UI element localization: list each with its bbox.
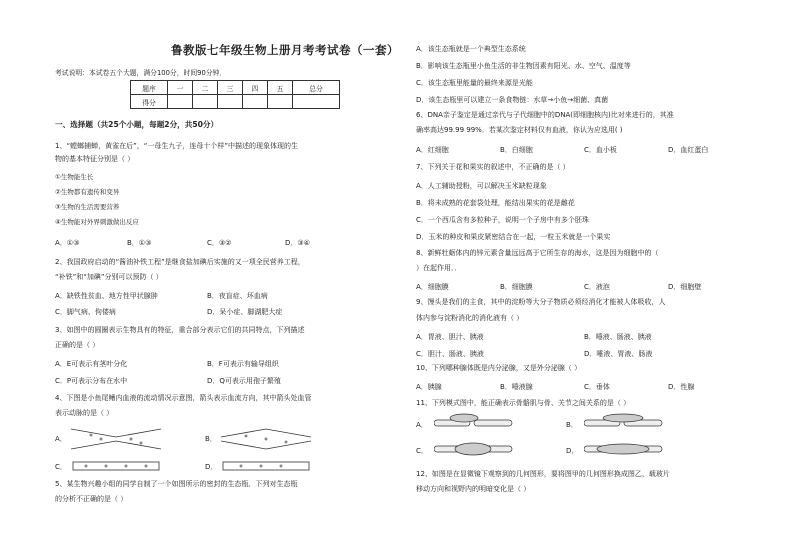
q1-statement: ②生物都有遗传和变异 <box>55 188 120 196</box>
q8-option-d: D．细胞壁 <box>668 283 702 291</box>
q10-option-d: D．性腺 <box>668 383 695 391</box>
q6-option-b: B．白细胞 <box>500 146 533 154</box>
q1-text: 1、“螳螂捕蝉，黄雀在后”，“一母生九子，连母十个样”中描述的现象体现的生 <box>55 142 298 150</box>
q10-option-b: B．唾液腺 <box>500 383 533 391</box>
q11-label-d: D． <box>566 447 579 455</box>
q5-option-b: B．影响该生态瓶里小鱼生活的非生物因素有阳光、水、空气、温度等 <box>416 62 631 70</box>
score-header-cell: 一 <box>168 81 193 95</box>
score-cell <box>193 95 218 109</box>
score-cell <box>218 95 243 109</box>
q3-text: 3、如图中的圆圈表示生物具有的特征，重合部分表示它们的共同特点，下列描述 <box>55 326 305 334</box>
q5-option-d: D．该生态瓶里可以建立一条食物链：水草→小鱼→细菌、真菌 <box>416 96 609 104</box>
q2-option-a: A．缺铁性贫血、地方性甲状腺肿 <box>55 292 158 300</box>
score-cell <box>268 95 293 109</box>
q3-option-d: D．Q可表示用孢子繁殖 <box>207 377 281 385</box>
exam-title: 鲁教版七年级生物上册月考考试卷（一套） <box>171 43 399 57</box>
q6-text: 确率高达99.99 99%．若某次鉴定材料仅有血液，你认为应选用( ) <box>416 126 623 134</box>
q8-option-c: C．液泡 <box>584 283 610 291</box>
q12-text: 12、如图是在显微镜下观察到的几何图形，要将图甲的几何图形换成图乙，载玻片 <box>416 470 670 478</box>
q4-vessel-b-figure <box>221 427 311 451</box>
q10-option-a: A．胰腺 <box>416 383 442 391</box>
q6-option-c: C．血小板 <box>584 146 617 154</box>
q10-option-c: C．垂体 <box>584 383 610 391</box>
q11-label-c: C． <box>416 447 428 455</box>
score-header-cell: 总分 <box>293 81 340 95</box>
q1-option-b: B．①③ <box>127 239 152 247</box>
q7-option-b: B．将未成熟的花套袋处理，能结出果实的花是雌花 <box>416 199 575 207</box>
q7-option-d: D．玉米的种皮和果皮紧密结合在一起，一粒玉米就是一个果实 <box>416 233 611 241</box>
score-table-row <box>131 95 340 109</box>
q11-muscle-d-figure <box>584 439 664 459</box>
q7-option-c: C．一个西瓜含有多粒种子，说明一个子房中有多个胚珠 <box>416 216 589 224</box>
q1-option-a: A．①③ <box>55 239 80 247</box>
q8-option-a: A．细胞膜 <box>416 283 449 291</box>
q12-text: 移动方向和视野内的明暗变化是（ ） <box>416 485 531 493</box>
q1-text: 物的基本特征分别是（ ） <box>55 155 135 163</box>
q9-text: 体内参与淀粉消化的消化液有（ ） <box>416 314 524 322</box>
q2-text: 2、我国政府启动的“酱油补铁工程”是继食盐加碘后实施的又一项全民营养工程， <box>55 258 305 266</box>
q6-option-d: D．血红蛋白 <box>668 146 709 154</box>
q4-vessel-c-figure <box>71 459 161 473</box>
score-table-header <box>131 81 340 95</box>
score-header-cell: 二 <box>193 81 218 95</box>
q5-option-c: C．该生态瓶里能量的最终来源是光能 <box>416 79 533 87</box>
score-header-cell: 三 <box>218 81 243 95</box>
q3-option-a: A．E可表示有茎叶分化 <box>55 360 128 368</box>
q4-text: 表示动脉的是（ ） <box>55 409 114 417</box>
q4-vessel-a-figure <box>71 427 161 451</box>
q1-statement: ①生物能生长 <box>55 173 94 181</box>
score-cell <box>293 95 340 109</box>
q2-option-b: B．夜盲症、坏血病 <box>207 292 268 300</box>
score-header-cell: 四 <box>243 81 268 95</box>
q7-option-a: A．人工辅助授粉，可以解决玉米缺粒现象 <box>416 182 547 190</box>
q4-vessel-d-figure <box>221 459 311 473</box>
q11-muscle-b-figure <box>584 413 664 433</box>
q9-option-a: A．胃液、胆汁、胰液 <box>416 333 484 341</box>
section-heading: 一、选择题（共25个小题，每题2分，共50分） <box>55 120 219 129</box>
q5-text: 5、某生物兴趣小组的同学自制了一个如图所示的密封的生态瓶．下列对生态瓶 <box>55 480 298 488</box>
q3-text: 正确的是（ ） <box>55 341 100 349</box>
q1-option-c: C．③② <box>207 239 232 247</box>
score-row-label: 得分 <box>131 95 168 109</box>
q5-text: 的分析不正确的是（ ） <box>55 495 128 503</box>
q2-option-d: D．呆小症、脚湖肥大症 <box>207 308 283 316</box>
q5-option-a: A．该生态瓶就是一个典型生态系统 <box>416 45 526 53</box>
q11-label-b: B． <box>566 421 578 429</box>
score-header-cell: 题序 <box>131 81 168 95</box>
q3-option-b: B．F可表示有输导组织 <box>207 360 279 368</box>
q4-label-b: B． <box>205 435 217 443</box>
q10-text: 10、下列哪种腺体既是内分泌腺，又是外分泌腺（ ） <box>416 364 582 372</box>
q4-text: 4、下图是小鱼尾鳍内血液的流动情况示意图，箭头表示血流方向，其中箭头处血管 <box>55 394 312 402</box>
q4-label-d: D． <box>205 463 218 471</box>
q11-muscle-a-figure <box>434 413 514 433</box>
score-cell <box>243 95 268 109</box>
q3-option-c: C．P可表示分布在水中 <box>55 377 128 385</box>
q8-text: 8、新鲜牡蛎体内的锌元素含量远远高于它所生存的海水，这是因为细胞中的（ <box>416 249 659 257</box>
q6-option-a: A．红细胞 <box>416 146 449 154</box>
q2-option-c: C．脚气病、佝偻病 <box>55 308 116 316</box>
q11-label-a: A． <box>416 421 428 429</box>
q1-statement: ④生物能对外界刺激做出反应 <box>55 218 139 226</box>
q8-text: ）在起作用．． <box>416 264 462 272</box>
q9-option-c: C．胆汁、肠液、胰液 <box>416 350 484 358</box>
exam-note: 考试说明：本试卷五个大题，满分100分，时间90分钟． <box>55 69 227 77</box>
score-header-cell: 五 <box>268 81 293 95</box>
q6-text: 6、DNA亲子鉴定是通过亲代与子代细胞中的DNA(即细胞核内)比对来进行的，其准 <box>416 111 674 119</box>
q2-text: “补铁”和“加碘”分别可以预防（ ） <box>55 273 163 281</box>
q4-label-c: C． <box>55 463 67 471</box>
q4-label-a: A． <box>55 435 67 443</box>
q11-text: 11、下列模式图中，能正确表示骨骼肌与骨、关节之间关系的是（ ） <box>416 399 631 407</box>
q1-option-d: D．③④ <box>285 239 310 247</box>
q11-muscle-c-figure <box>434 439 514 459</box>
q7-text: 7、下列关于花和果实的叙述中，不正确的是（ ） <box>416 163 570 171</box>
q9-option-d: D．唾液、胃液、肠液 <box>584 350 653 358</box>
q1-statement: ③生物的生活需要营养 <box>55 203 120 211</box>
q9-text: 9、馒头是我们的主食，其中的淀粉等大分子物质必须经消化才能被人体吸收，人 <box>416 298 666 306</box>
q8-option-b: B．细胞膜 <box>500 283 533 291</box>
score-cell <box>168 95 193 109</box>
score-table <box>130 80 340 109</box>
q9-option-b: B．唾液、肠液、胰液 <box>584 333 652 341</box>
